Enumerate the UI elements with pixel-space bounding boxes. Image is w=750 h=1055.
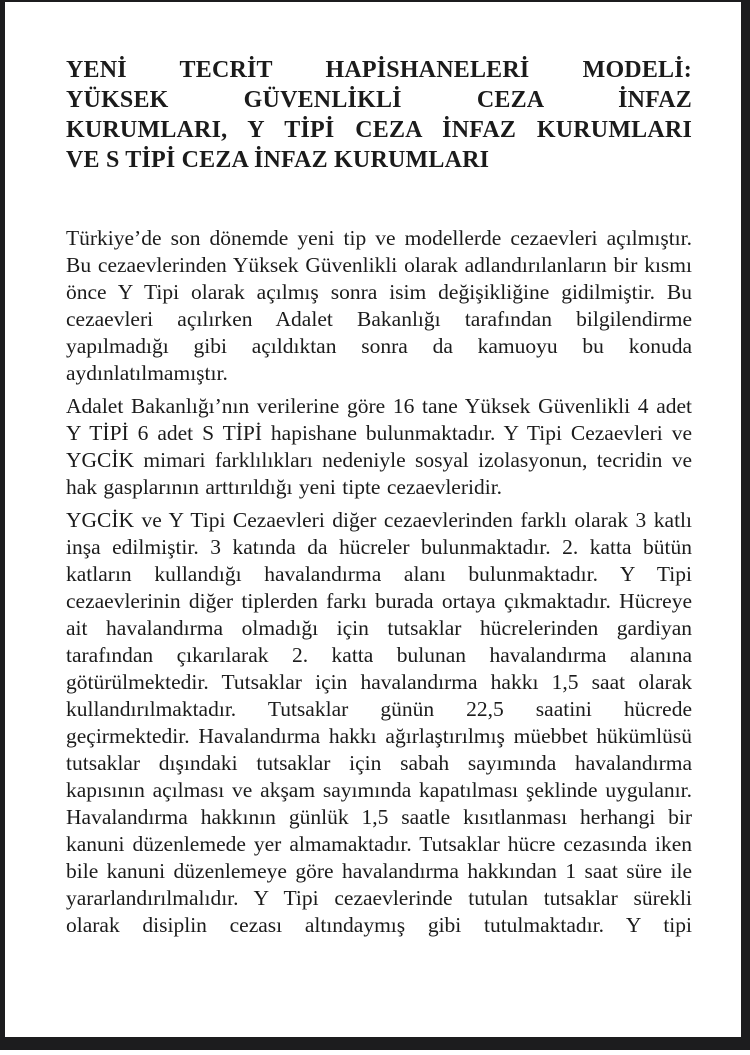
- title-line: YÜKSEK GÜVENLİKLİ CEZA İNFAZ: [66, 87, 692, 113]
- document-page: [5, 2, 741, 1037]
- title-line: KURUMLARI, Y TİPİ CEZA İNFAZ KURUMLARI: [66, 117, 692, 143]
- title-line: YENİ TECRİT HAPİSHANELERİ MODELİ:: [66, 57, 692, 83]
- document-title: [66, 55, 692, 175]
- next-page-edge: [0, 1050, 750, 1055]
- title-line: VE S TİPİ CEZA İNFAZ KURUMLARI: [66, 147, 490, 173]
- paragraph: YGCİK ve Y Tipi Cezaevleri diğer cezaevlerinden farklı olarak 3 katlı inşa edilmiştir. 3 katında da hücreler bulunmaktadır. 2. katta bütün katların kullandığı havalandırma alanı bulunmaktadır. Y Tipi cezaevlerinin diğer tiplerden farkı burada ortaya çıkmaktadır. Hücreye ait havalandırma olmadığı için tutsaklar hücrelerinden gardiyan tarafından çıkarılarak 2. katta bulunan havalandırma alanına götürülmektedir. Tutsaklar için havalandırma hakkı 1,5 saat olarak kullandırılmaktadır. Tutsaklar günün 22,5 saatini hücrede geçirmektedir. Havalandırma hakkı ağırlaştırılmış müebbet hükümlüsü tutsaklar dışındaki tutsaklar için sabah sayımında havalandırma kapısının açılması ve akşam sayımında kapatılması şeklinde uygulanır. Havalandırma hakkının günlük 1,5 saatle kısıtlanması herhangi bir kanuni düzenlemede yer almamaktadır. Tutsaklar hücre cezasında iken bile kanuni düzenlemeye göre havalandırma hakkından 1 saat süre ile yararlandırılmalıdır. Y Tipi cezaevlerinde tutulan tutsaklar sürekli olarak disiplin cezası altındaymış gibi tutulmaktadır. Y tipi: [66, 508, 692, 937]
- paragraph: Türkiye’de son dönemde yeni tip ve modellerde cezaevleri açılmıştır. Bu cezaevlerinden Yüksek Güvenlikli olarak adlandırılanların bir kısmı önce Y Tipi olarak açılmış sonra isim değişikliğine gidilmiştir. Bu cezaevleri açılırken Adalet Bakanlığı tarafından bilgilendirme yapılmadığı gibi açıldıktan sonra da kamuoyu bu konuda aydınlatılmamıştır.: [66, 226, 692, 385]
- paragraph: Adalet Bakanlığı’nın verilerine göre 16 tane Yüksek Güvenlikli 4 adet Y TİPİ 6 adet S TİPİ hapishane bulunmaktadır. Y Tipi Cezaevleri ve YGCİK mimari farklılıkları nedeniyle sosyal izolasyonun, tecridin ve hak gasplarının arttırıldığı yeni tipte cezaevleridir.: [66, 394, 692, 499]
